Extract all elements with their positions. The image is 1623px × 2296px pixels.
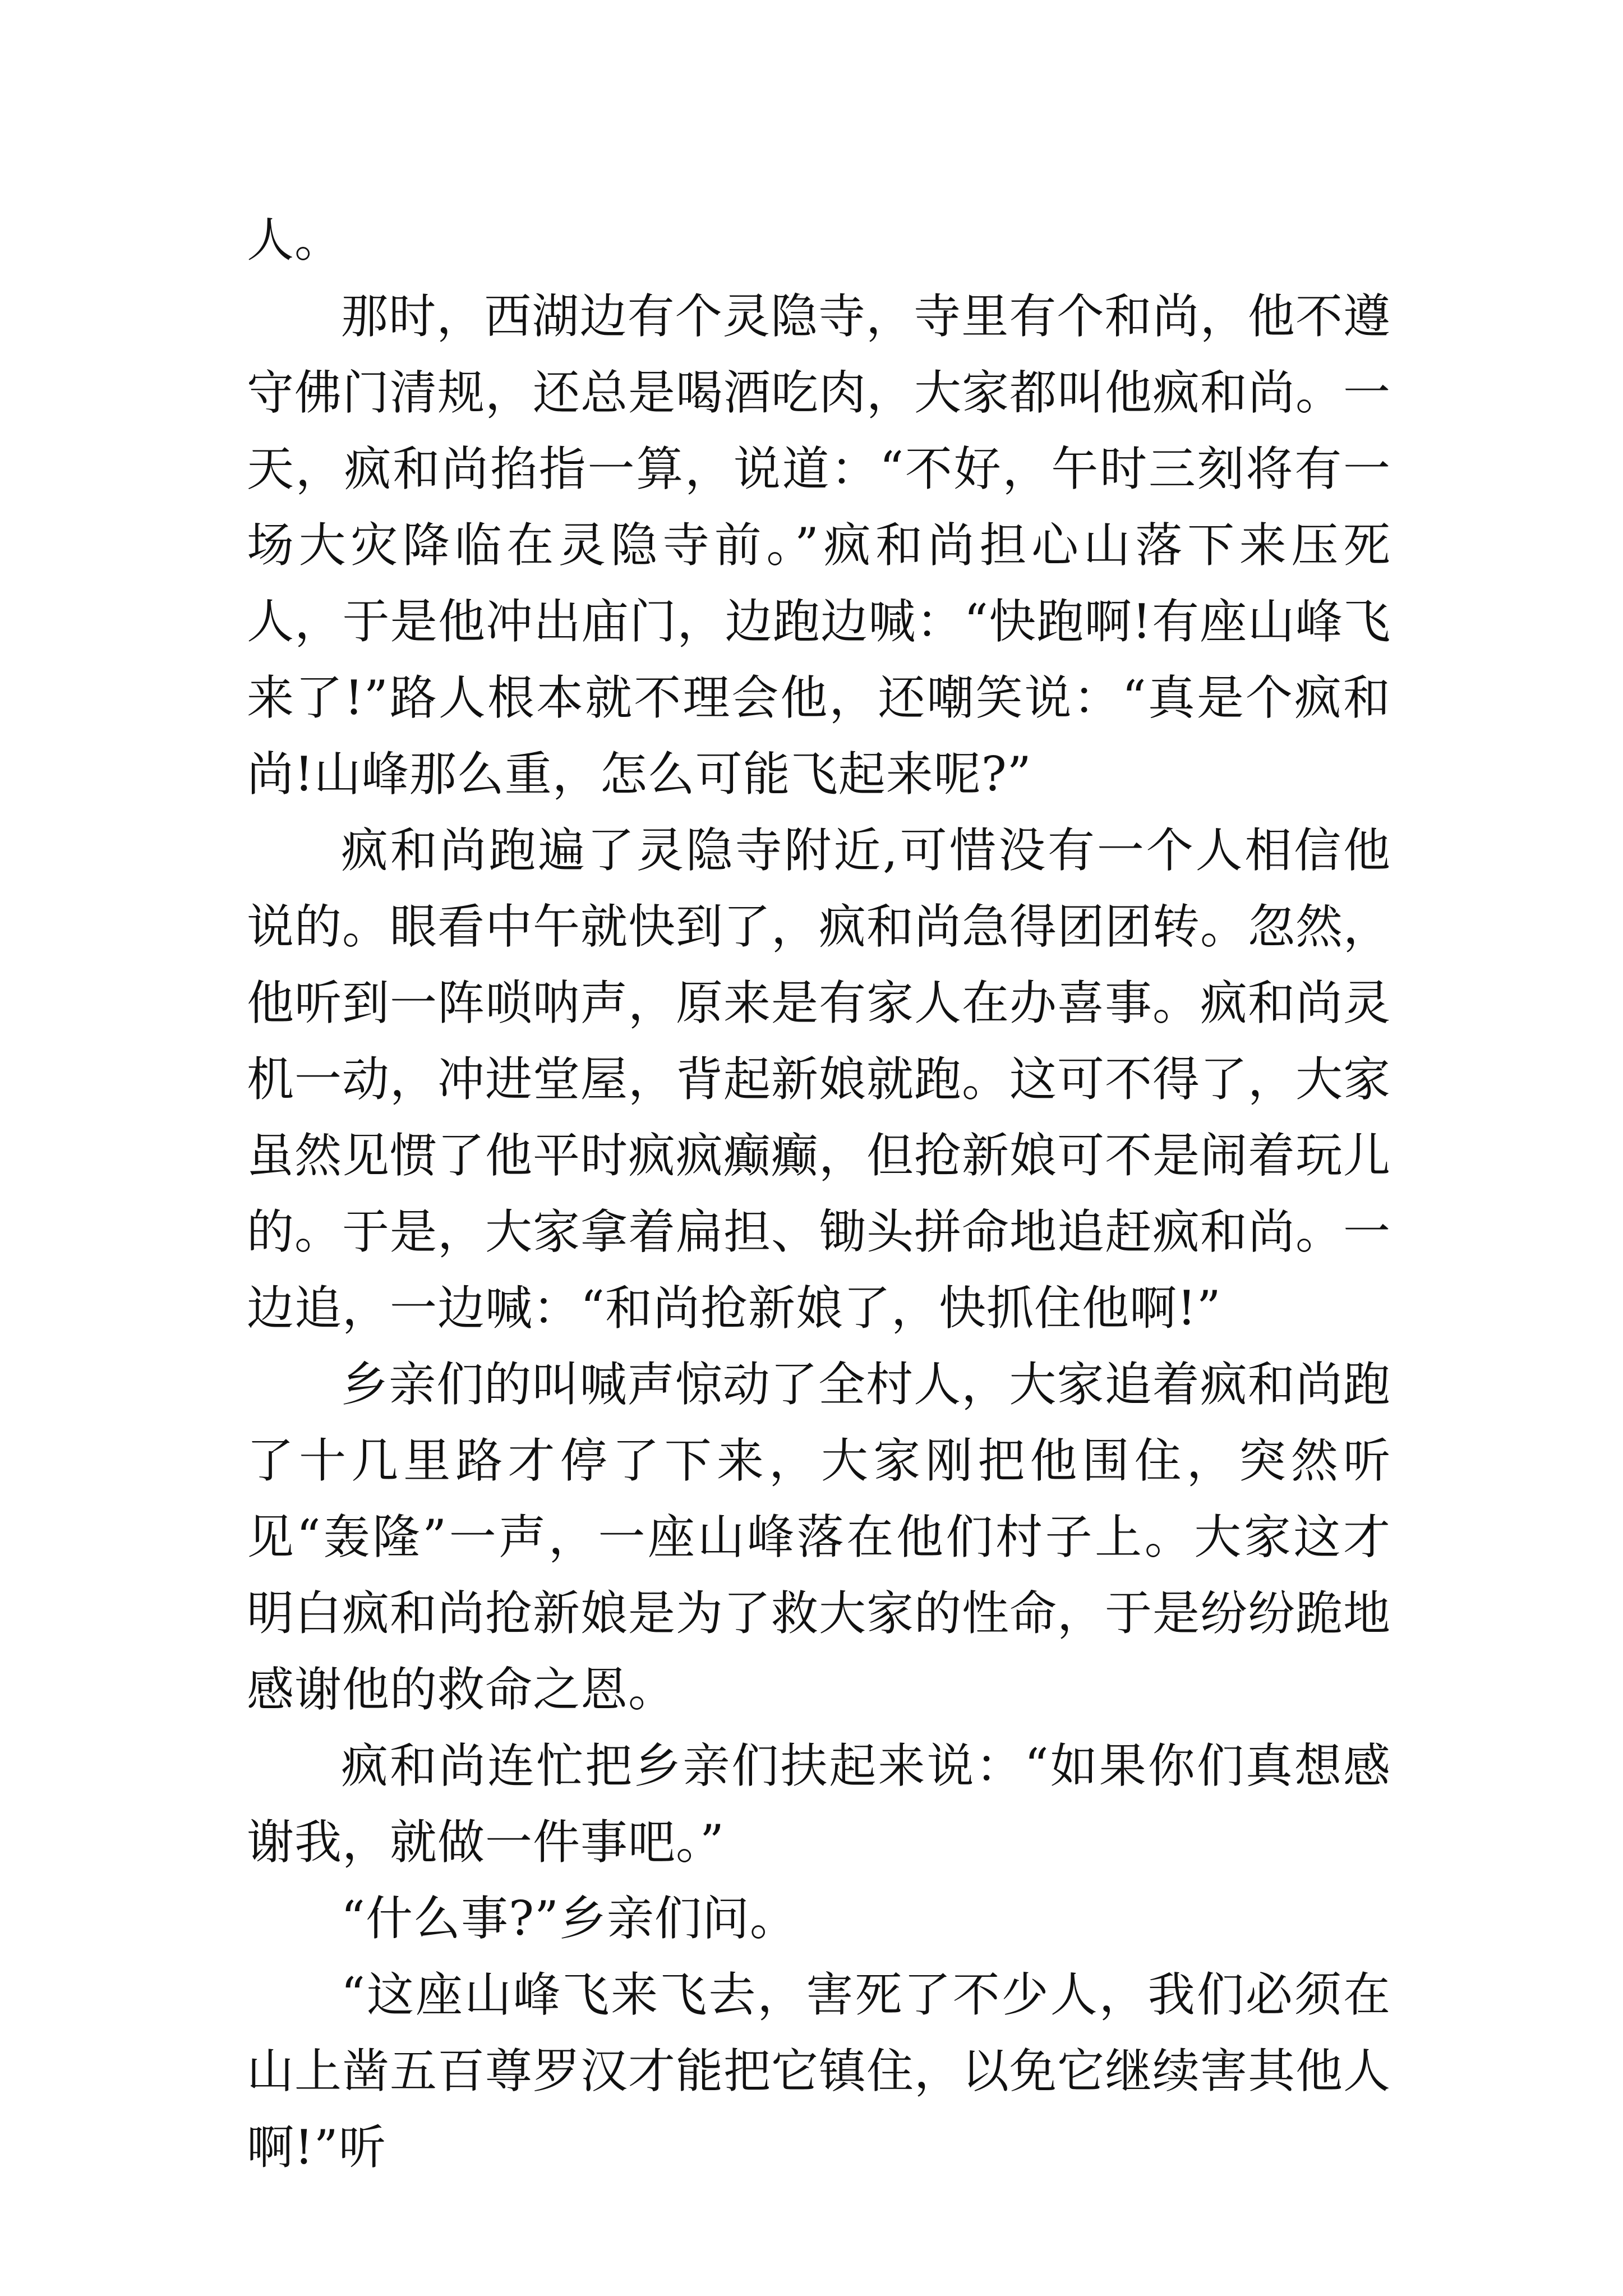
paragraph-bride-abduction: 疯和尚跑遍了灵隐寺附近,可惜没有一个人相信他说的。眼看中午就快到了，疯和尚急得团团转。忽然，他听到一阵唢呐声，原来是有家人在办喜事。疯和尚灵机一动，冲进堂屋，背起新娘就跑。这可不得了，大家虽然见惯了他平时疯疯癫癫，但抢新娘可不是闹着玩儿的。于是，大家拿着扁担、锄头拼命地追赶疯和尚。一边追，一边喊：“和尚抢新娘了，快抓住他啊!”	[247, 823, 1391, 1336]
paragraph-mountain-falls: 乡亲们的叫喊声惊动了全村人，大家追着疯和尚跑了十几里路才停了下来，大家刚把他围住，突然听见“轰隆”一声，一座山峰落在他们村子上。大家这才明白疯和尚抢新娘是为了救大家的性命，于是纷纷跪地感谢他的救命之恩。	[247, 1357, 1391, 1717]
paragraph-monk-request: 疯和尚连忙把乡亲们扶起来说：“如果你们真想感谢我，就做一件事吧。”	[247, 1738, 1391, 1870]
paragraph-villagers-ask: “什么事?”乡亲们问。	[341, 1891, 797, 1946]
paragraph-continuation: 人。	[247, 213, 343, 268]
paragraph-crazy-monk-intro: 那时，西湖边有个灵隐寺，寺里有个和尚，他不遵守佛门清规，还总是喝酒吃肉，大家都叫他疯和尚。一天，疯和尚掐指一算，说道：“不好，午时三刻将有一场大灾降临在灵隐寺前。”疯和尚担心山落下来压死人，于是他冲出庙门，边跑边喊：“快跑啊!有座山峰飞来了!”路人根本就不理会他，还嘲笑说：“真是个疯和尚!山峰那么重，怎么可能飞起来呢?”	[247, 289, 1391, 802]
body-text	[247, 202, 1391, 2185]
paragraph-five-hundred-arhats: “这座山峰飞来飞去，害死了不少人，我们必须在山上凿五百尊罗汉才能把它镇住，以免它继续害其他人啊!”听	[247, 1967, 1391, 2175]
